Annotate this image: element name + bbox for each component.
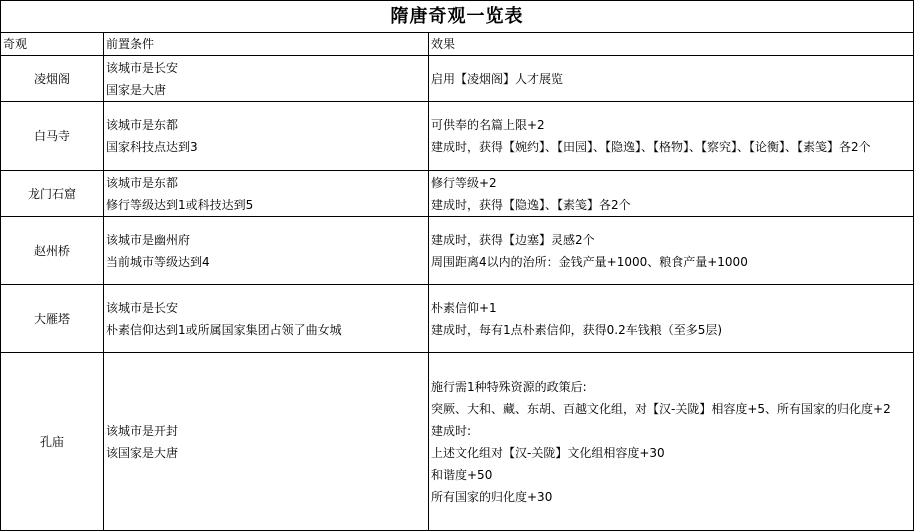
condition-line: 该城市是幽州府 <box>106 232 191 247</box>
wonder-name: 白马寺 <box>1 102 104 171</box>
effect-line: 建成时，获得【婉约】、【田园】、【隐逸】、【格物】、【察究】、【论衡】、【素笺】各2个 <box>431 140 871 154</box>
effect-line: 施行需1种特殊资源的政策后: <box>431 379 587 394</box>
condition-cell <box>104 171 429 217</box>
condition-line: 该城市是长安 <box>106 60 179 75</box>
effect-line: 和谐度+50 <box>431 467 493 482</box>
effect-line: 朴素信仰+1 <box>431 300 497 315</box>
condition-line: 该城市是东都 <box>106 118 179 132</box>
condition-line: 朴素信仰达到1或所属国家集团占领了曲女城 <box>106 322 342 337</box>
table-row <box>1 217 914 285</box>
condition-line: 该城市是东都 <box>106 175 179 190</box>
effect-line: 建成时: <box>431 423 472 438</box>
effect-line: 建成时，获得【隐逸】、【素笺】各2个 <box>431 197 631 212</box>
table-row <box>1 171 914 217</box>
effect-line: 启用【凌烟阁】人才展览 <box>431 71 564 86</box>
condition-cell <box>104 102 429 171</box>
table-row <box>1 353 914 531</box>
effect-line: 所有国家的归化度+30 <box>431 489 553 504</box>
table-title: 隋唐奇观一览表 <box>1 1 914 33</box>
effect-line: 突厥、大和、藏、东胡、百越文化组，对【汉-关陇】相容度+5、所有国家的归化度+2 <box>431 401 891 416</box>
condition-line: 国家是大唐 <box>106 82 167 97</box>
wonder-name: 凌烟阁 <box>1 56 104 102</box>
table-row <box>1 285 914 353</box>
condition-line: 国家科技点达到3 <box>106 140 198 154</box>
condition-line: 当前城市等级达到4 <box>106 254 210 269</box>
header-effect: 效果 <box>429 33 914 56</box>
wonder-name: 赵州桥 <box>1 217 104 285</box>
header-row <box>1 33 914 56</box>
table-row <box>1 56 914 102</box>
condition-line: 该城市是长安 <box>106 300 179 315</box>
condition-line: 该国家是大唐 <box>106 445 179 460</box>
wonder-name: 龙门石窟 <box>1 171 104 217</box>
effect-line: 周围距离4以内的治所：金钱产量+1000、粮食产量+1000 <box>431 254 748 269</box>
effect-cell <box>429 102 914 171</box>
effect-line: 可供奉的名篇上限+2 <box>431 118 545 132</box>
effect-cell <box>429 56 914 102</box>
condition-cell <box>104 56 429 102</box>
condition-cell <box>104 353 429 531</box>
table-row <box>1 102 914 171</box>
header-name: 奇观 <box>1 33 104 56</box>
wonder-name: 孔庙 <box>1 353 104 531</box>
effect-line: 修行等级+2 <box>431 175 497 190</box>
effect-cell <box>429 285 914 353</box>
condition-line: 该城市是开封 <box>106 423 179 438</box>
effect-cell <box>429 217 914 285</box>
effect-cell <box>429 171 914 217</box>
condition-line: 修行等级达到1或科技达到5 <box>106 197 254 212</box>
effect-line: 建成时，每有1点朴素信仰，获得0.2车钱粮（至多5层) <box>431 322 723 337</box>
wonder-name: 大雁塔 <box>1 285 104 353</box>
effect-line: 建成时，获得【边塞】灵感2个 <box>431 232 595 247</box>
effect-line: 上述文化组对【汉-关陇】文化组相容度+30 <box>431 445 665 460</box>
effect-cell <box>429 353 914 531</box>
condition-cell <box>104 217 429 285</box>
condition-cell <box>104 285 429 353</box>
header-condition: 前置条件 <box>104 33 429 56</box>
